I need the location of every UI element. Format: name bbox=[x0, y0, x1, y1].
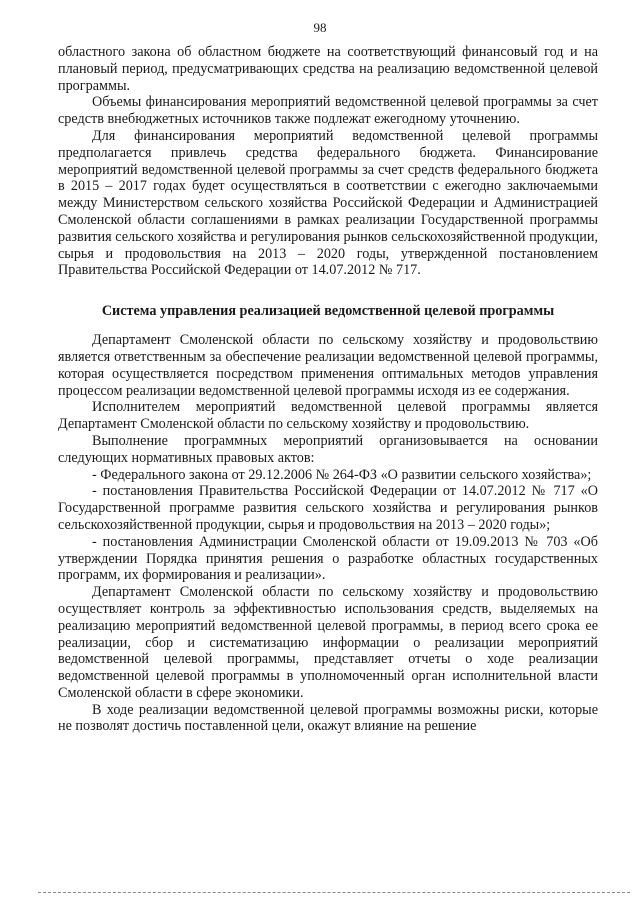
paragraph: Для финансирования мероприятий ведомственной целевой программы предполагается привлечь средства федерального бюджета. Финансирование мероприятий ведомственной целевой программы за счет средств федерального бюджета в 2015 – 2017 годах будет осуществляться в соответствии с ежегодно заключаемыми между Министерством сельского хозяйства Российской Федерации и Администрацией Смоленской области соглашениями в рамках реализации Государственной программы развития сельского хозяйства и регулирования рынков сельскохозяйственной продукции, сырья и продовольствия на 2013 – 2020 годы, утвержденной постановлением Правительства Российской Федерации от 14.07.2012 № 717. bbox=[58, 127, 598, 279]
paragraph: областного закона об областном бюджете на соответствующий финансовый год и на плановый период, предусматривающих средства на реализацию ведомственной целевой программы. bbox=[58, 44, 598, 94]
list-item: - Федерального закона от 29.12.2006 № 264-ФЗ «О развитии сельского хозяйства»; bbox=[92, 466, 592, 483]
section-heading: Система управления реализацией ведомственной целевой программы bbox=[101, 303, 555, 320]
document-body bbox=[58, 44, 598, 735]
paragraph: Департамент Смоленской области по сельскому хозяйству и продовольствию осуществляет контроль за эффективностью использования средств, выделяемых на реализацию мероприятий ведомственной целевой программы, в период всего срока ее реализации, сбор и систематизацию информации о реализации мероприятий ведомственной целевой программы, представляет отчеты о ходе реализации ведомственной целевой программы в уполномоченный орган исполнительной власти Смоленской области в сфере экономики. bbox=[58, 584, 598, 701]
paragraph: В ходе реализации ведомственной целевой программы возможны риски, которые не позволят достичь поставленной цели, окажут влияние на решение bbox=[58, 701, 598, 735]
paragraph: Объемы финансирования мероприятий ведомственной целевой программы за счет средств внебюджетных источников также подлежат ежегодному уточнению. bbox=[58, 94, 598, 128]
paragraph: Исполнителем мероприятий ведомственной целевой программы является Департамент Смоленской области по сельскому хозяйству и продовольствию. bbox=[58, 399, 598, 433]
list-item: - постановления Правительства Российской Федерации от 14.07.2012 № 717 «О Государственной программе развития сельского хозяйства и регулирования рынков сельскохозяйственной продукции, сырья и продовольствия на 2013 – 2020 годы»; bbox=[58, 483, 598, 533]
paragraph: Департамент Смоленской области по сельскому хозяйству и продовольствию является ответственным за обеспечение реализации ведомственной целевой программы, которая осуществляется посредством применения оптимальных методов управления процессом реализации ведомственной целевой программы исходя из ее содержания. bbox=[58, 332, 598, 399]
paragraph: Выполнение программных мероприятий организовывается на основании следующих нормативных правовых актов: bbox=[58, 432, 598, 466]
list-item: - постановления Администрации Смоленской области от 19.09.2013 № 703 «Об утверждении Порядка принятия решения о разработке областных государственных программ, их формирования и реализации». bbox=[58, 533, 598, 584]
page-number: 98 bbox=[313, 20, 327, 35]
page-edge-line bbox=[38, 892, 630, 893]
